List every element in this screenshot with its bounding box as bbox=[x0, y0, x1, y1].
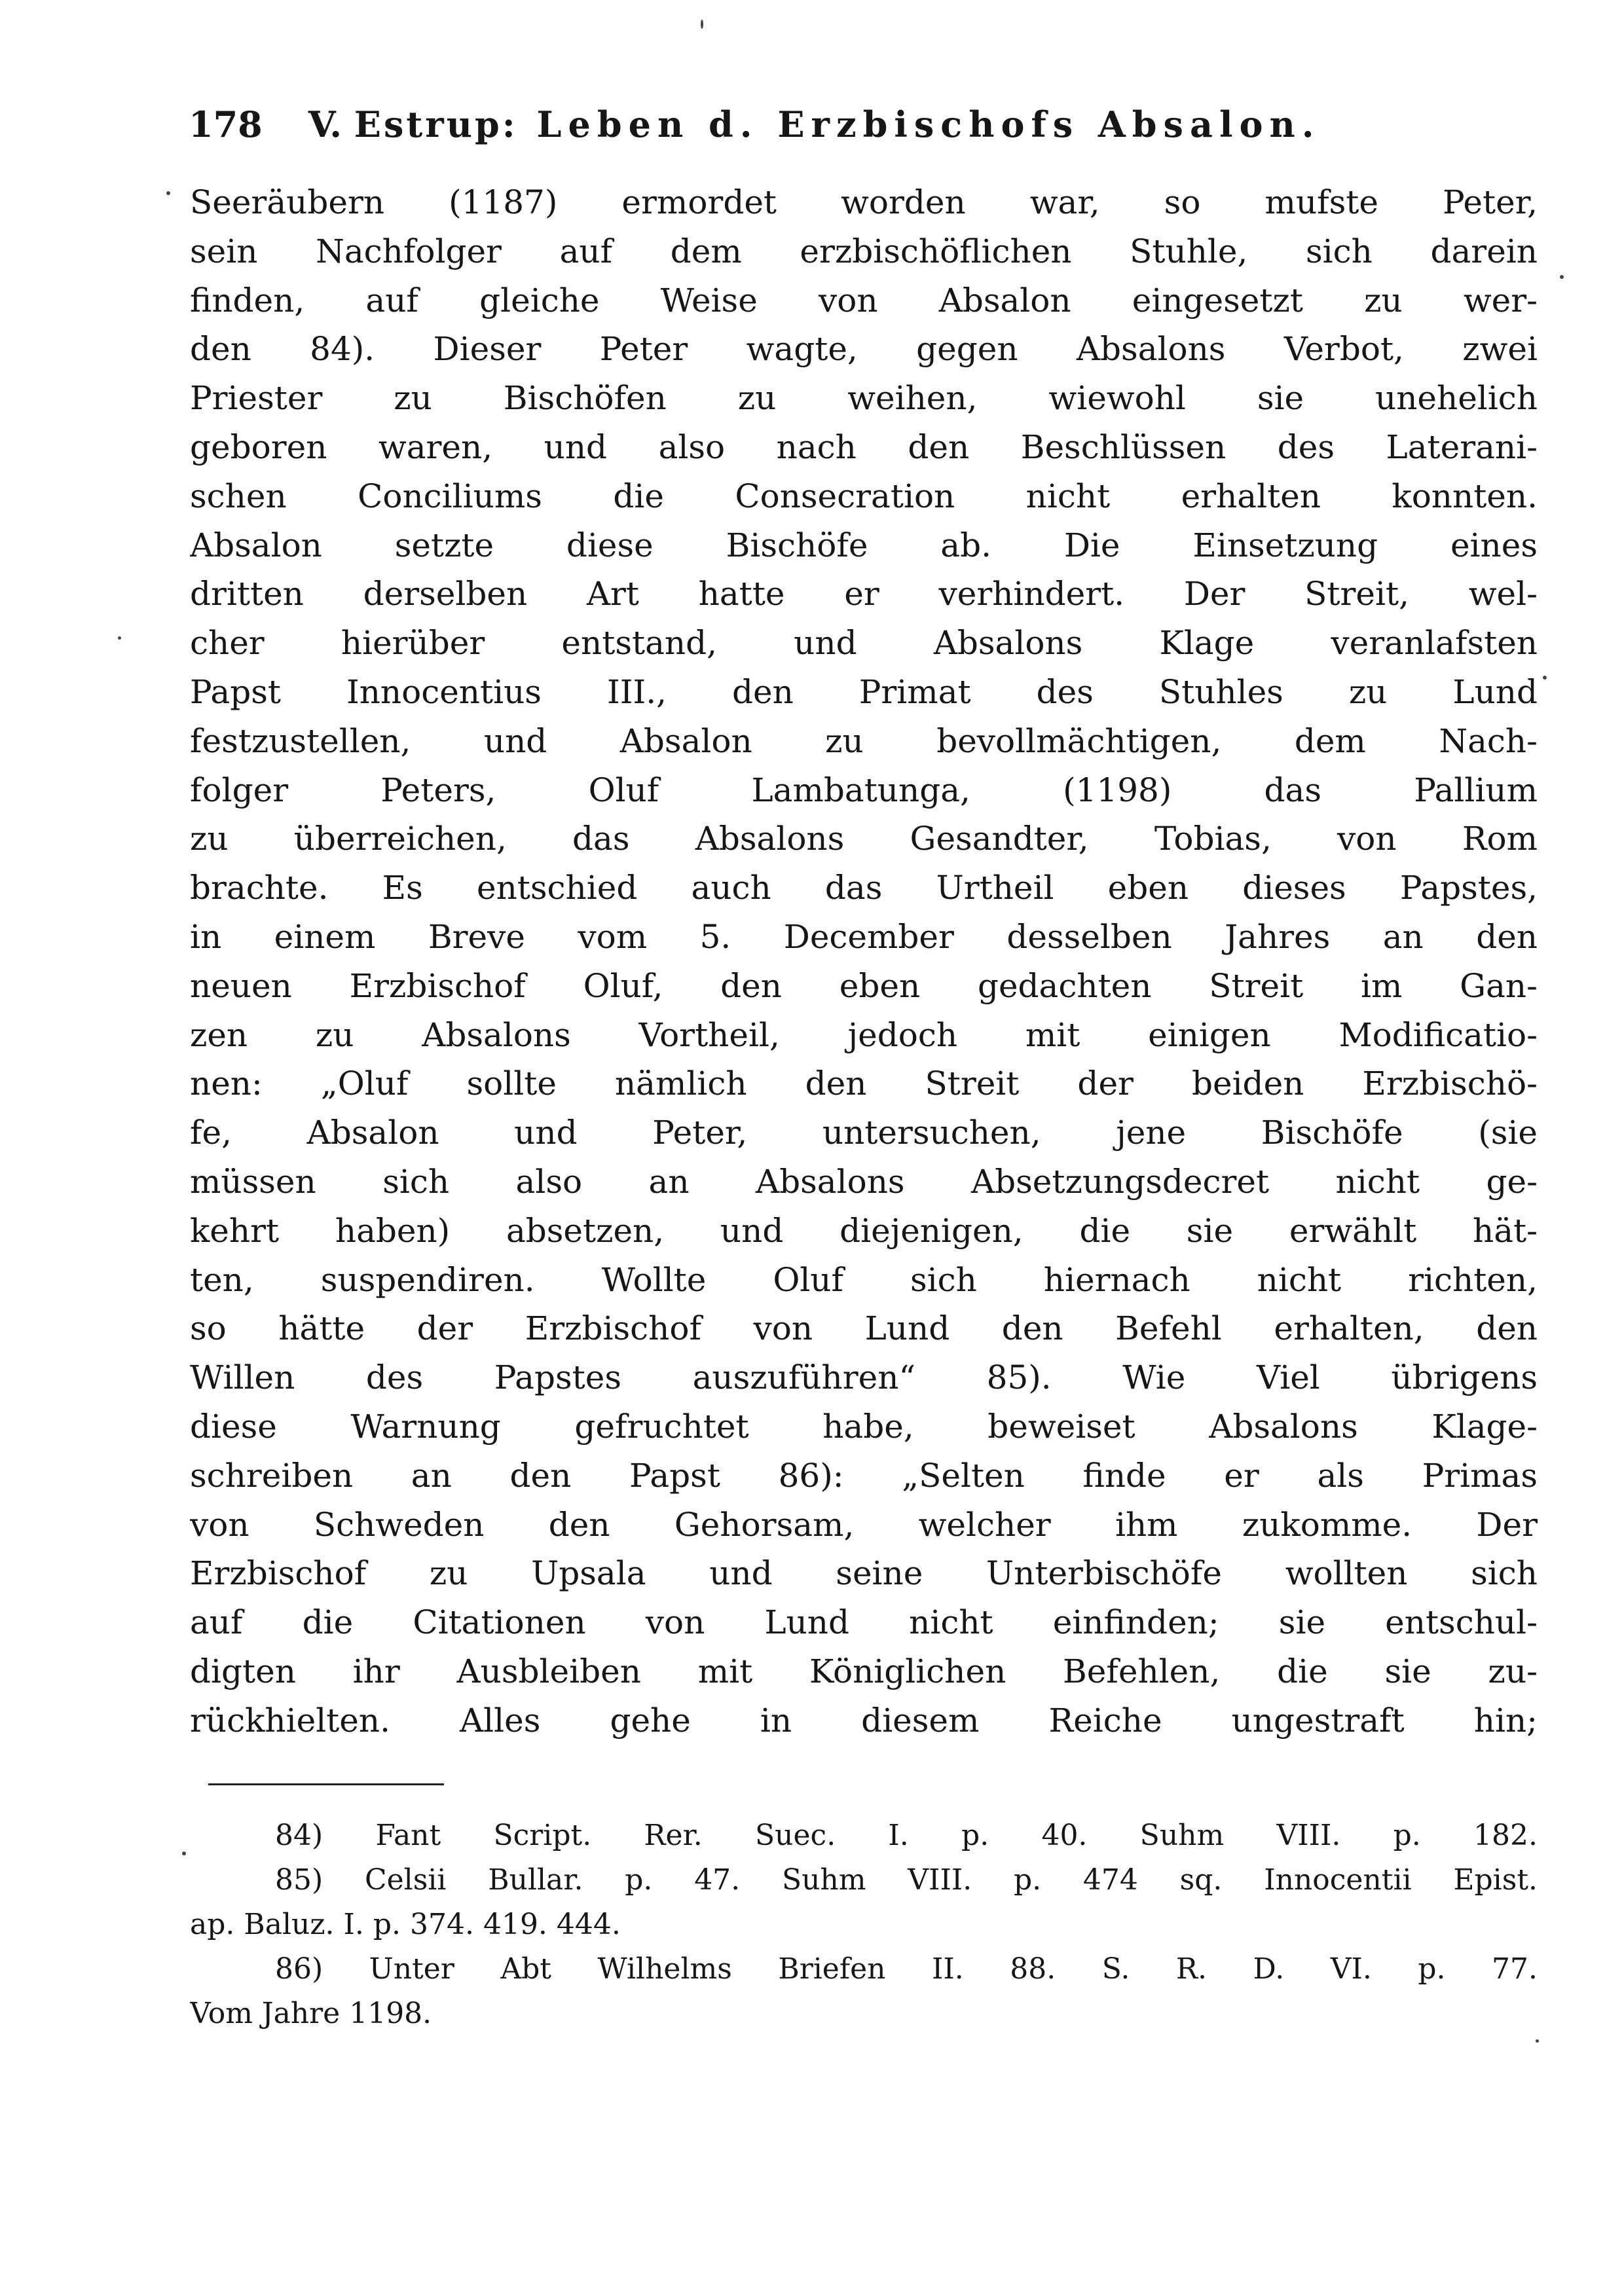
footnote-85: 85) Celsii Bullar. p. 47. Suhm VIII. p. 474 sq. Innocentii Epist. bbox=[275, 1863, 1538, 1897]
print-speck bbox=[166, 191, 170, 195]
body-line: Willen des Papstes auszuführen“ 85). Wie Viel übrigens bbox=[190, 1358, 1538, 1397]
body-line: den 84). Dieser Peter wagte, gegen Absalons Verbot, zwei bbox=[190, 330, 1538, 369]
footnotes bbox=[190, 1813, 1538, 2036]
body-line: nen: „Oluf sollte nämlich den Streit der beiden Erzbischö- bbox=[190, 1065, 1538, 1103]
body-line: Papst Innocentius III., den Primat des Stuhles zu Lund bbox=[190, 672, 1538, 711]
footnote-84: 84) Fant Script. Rer. Suec. I. p. 40. Suhm VIII. p. 182. bbox=[275, 1819, 1538, 1852]
body-line: folger Peters, Oluf Lambatunga, (1198) das Pallium bbox=[190, 771, 1538, 809]
body-line: von Schweden den Gehorsam, welcher ihm zukomme. Der bbox=[190, 1505, 1538, 1544]
body-text bbox=[190, 178, 1538, 1745]
body-line: brachte. Es entschied auch das Urtheil eben dieses Papstes, bbox=[190, 869, 1538, 907]
print-speck bbox=[182, 1851, 186, 1855]
body-line: neuen Erzbischof Oluf, den eben gedachten Streit im Gan- bbox=[190, 966, 1538, 1005]
body-line: rückhielten. Alles gehe in diesem Reiche ungestraft hin; bbox=[190, 1701, 1538, 1740]
body-line: Absalon setzte diese Bischöfe ab. Die Einsetzung eines bbox=[190, 526, 1538, 564]
body-line: schen Conciliums die Consecration nicht erhalten konnten. bbox=[190, 477, 1538, 515]
body-line: cher hierüber entstand, und Absalons Klage veranlafsten bbox=[190, 624, 1538, 663]
body-line: Erzbischof zu Upsala und seine Unterbischöfe wollten sich bbox=[190, 1554, 1538, 1593]
body-line: ten, suspendiren. Wollte Oluf sich hiernach nicht richten, bbox=[190, 1260, 1538, 1299]
page-number: 178 bbox=[189, 103, 263, 145]
body-line: schreiben an den Papst 86): „Selten finde er als Primas bbox=[190, 1456, 1538, 1495]
footnote-85-continued: ap. Baluz. I. p. 374. 419. 444. bbox=[190, 1908, 621, 1941]
body-line: dritten derselben Art hatte er verhindert. Der Streit, wel- bbox=[190, 575, 1538, 613]
body-line: Seeräubern (1187) ermordet worden war, so mufste Peter, bbox=[190, 183, 1538, 221]
body-line: digten ihr Ausbleiben mit Königlichen Befehlen, die sie zu- bbox=[190, 1652, 1538, 1690]
body-line: kehrt haben) absetzen, und diejenigen, die sie erwählt hät- bbox=[190, 1211, 1538, 1250]
print-speck bbox=[1543, 676, 1547, 680]
print-speck bbox=[1560, 275, 1564, 279]
body-line: so hätte der Erzbischof von Lund den Befehl erhalten, den bbox=[190, 1309, 1538, 1348]
body-line: auf die Citationen von Lund nicht einfinden; sie entschul- bbox=[190, 1603, 1538, 1642]
running-head bbox=[189, 98, 1551, 151]
body-line: finden, auf gleiche Weise von Absalon eingesetzt zu wer- bbox=[190, 281, 1538, 319]
body-line: geboren waren, und also nach den Beschlüssen des Laterani- bbox=[190, 428, 1538, 466]
running-head-text-a: V. bbox=[308, 103, 354, 145]
body-line: zu überreichen, das Absalons Gesandter, Tobias, von Rom bbox=[190, 820, 1538, 858]
footnote-rule bbox=[208, 1783, 444, 1785]
body-line: sein Nachfolger auf dem erzbischöflichen Stuhle, sich darein bbox=[190, 232, 1538, 270]
body-line: fe, Absalon und Peter, untersuchen, jene Bischöfe (sie bbox=[190, 1114, 1538, 1152]
print-speck bbox=[1536, 2039, 1539, 2043]
print-speck bbox=[701, 20, 703, 29]
body-line: Priester zu Bischöfen zu weihen, wiewohl sie unehelich bbox=[190, 379, 1538, 418]
body-line: in einem Breve vom 5. December desselben Jahres an den bbox=[190, 917, 1538, 956]
body-line: diese Warnung gefruchtet habe, beweiset Absalons Klage- bbox=[190, 1407, 1538, 1446]
running-head-title: Leben d. Erzbischofs Absalon. bbox=[517, 103, 1321, 145]
body-line: müssen sich also an Absalons Absetzungsdecret nicht ge- bbox=[190, 1162, 1538, 1201]
footnote-86-continued: Vom Jahre 1198. bbox=[190, 1997, 432, 2030]
body-line: zen zu Absalons Vortheil, jedoch mit einigen Modificatio- bbox=[190, 1015, 1538, 1054]
footnote-86: 86) Unter Abt Wilhelms Briefen II. 88. S. R. D. VI. p. 77. bbox=[275, 1952, 1538, 1986]
body-line: festzustellen, und Absalon zu bevollmächtigen, dem Nach- bbox=[190, 721, 1538, 760]
running-head-author: Estrup: bbox=[354, 103, 518, 145]
print-speck bbox=[118, 636, 121, 640]
